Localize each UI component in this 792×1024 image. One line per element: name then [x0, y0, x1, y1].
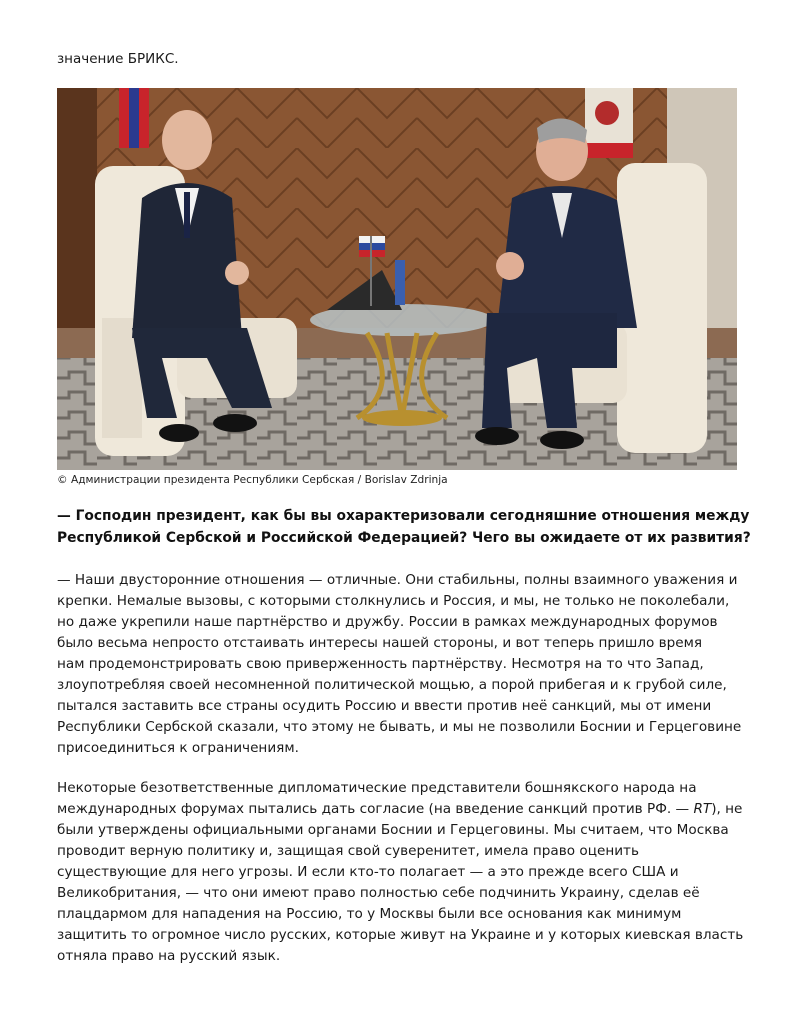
photo-caption: © Администрации президента Республики Сербская / Borislav Zdrinja — [57, 474, 448, 486]
answer-paragraph-2 — [57, 778, 747, 967]
paragraph-line-with-rt — [57, 799, 747, 820]
paragraph-line: Некоторые безответственные дипломатические представители бошнякского народа на — [57, 780, 697, 796]
top-text-fragment: значение БРИКС. — [57, 51, 179, 67]
paragraph-line: нам продемонстрировать свою приверженность партнёрству. Несмотря на то что Запад, — [57, 656, 704, 672]
paragraph-line: присоединиться к ограничениям. — [57, 740, 299, 756]
paragraph-line: были утверждены официальными органами Боснии и Герцеговины. Мы считаем, что Москва — [57, 822, 729, 838]
paragraph-line: существующие для него угрозы. И если кто-то полагает — а это прежде всего США и — [57, 864, 679, 880]
paragraph-text: международных форумах пытались дать согласие (на введение санкций против РФ. — — [57, 801, 694, 817]
paragraph-text: ), не — [711, 801, 743, 817]
flag-right — [585, 88, 633, 158]
interview-photo — [57, 88, 737, 470]
paragraph-line: Республики Сербской сказали, что этому не бывать, и мы не позволили Боснии и Герцеговине — [57, 719, 742, 735]
paragraph-line: злоупотребляя своей несомненной политической мощью, а порой прибегая и к грубой силе, — [57, 677, 727, 693]
answer-paragraph-1 — [57, 570, 747, 759]
paragraph-line: проводит верную политику и, защищая свой суверенитет, имела право оценить — [57, 843, 639, 859]
question-line: Республикой Сербской и Российской Федерацией? Чего вы ожидаете от их развития? — [57, 530, 751, 546]
paragraph-line: защитить то огромное число русских, которые живут на Украине и у которых киевская власть — [57, 927, 744, 943]
paragraph-line: плацдармом для нападения на Россию, то у Москвы были все основания как минимум — [57, 906, 682, 922]
paragraph-line: отняла право на русский язык. — [57, 948, 281, 964]
rt-abbreviation: RT — [693, 801, 712, 817]
paragraph-line: — Наши двусторонние отношения — отличные. Они стабильны, полны взаимного уважения и — [57, 572, 738, 588]
paragraph-line: но даже укрепили наше партнёрство и дружбу. России в рамках международных форумов — [57, 614, 718, 630]
paragraph-line: Великобритания, — что они имеют право полностью себе подчинить Украину, сделав её — [57, 885, 700, 901]
flag-left — [119, 88, 149, 148]
paragraph-line: пытался заставить все страны осудить Россию и ввести против неё санкций, мы от имени — [57, 698, 712, 714]
paragraph-line: было весьма непросто отстаивать интересы нашей стороны, и вот теперь пришло время — [57, 635, 703, 651]
photo-illustration — [57, 88, 737, 470]
question-line: — Господин президент, как бы вы охарактеризовали сегодняшние отношения между — [57, 508, 750, 524]
interview-question — [57, 505, 751, 549]
paragraph-line: крепки. Немалые вызовы, с которыми столкнулись и Россия, и мы, не только не поколебали, — [57, 593, 730, 609]
